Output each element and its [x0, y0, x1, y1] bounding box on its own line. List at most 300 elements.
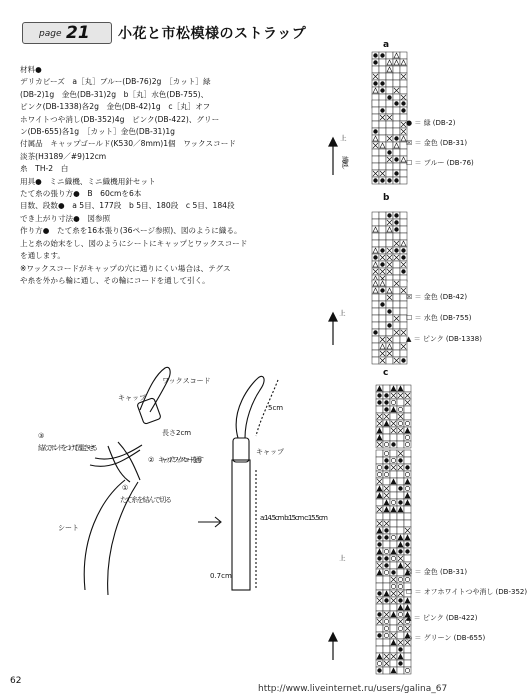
chart-cell — [372, 219, 379, 226]
cord-loop-assembled — [236, 376, 264, 438]
text-line: 材料● — [20, 65, 42, 74]
chart-cell — [390, 513, 397, 520]
chart-cell — [379, 226, 386, 233]
text-line: 作り方● たて糸を16本張り(36ページ参照)、図のように織る。 — [20, 226, 242, 236]
cell-dot-mark — [394, 213, 398, 217]
chart-cell — [376, 457, 383, 464]
cell-dot-mark — [394, 136, 398, 140]
chart-cell — [383, 478, 390, 485]
chart-cell — [383, 434, 390, 441]
chart-cell — [379, 135, 386, 142]
chart-cell — [379, 163, 386, 170]
chart-cell — [379, 294, 386, 301]
chart-cell — [372, 357, 379, 364]
chart-cell — [393, 308, 400, 315]
chart-cell — [372, 212, 379, 219]
chart-cell — [400, 280, 407, 287]
cell-dot-mark — [398, 486, 402, 490]
cell-circle-mark — [384, 626, 388, 630]
label-step2: キャップにワックスコードを通す — [158, 456, 204, 464]
chart-cell — [372, 107, 379, 114]
chart-cell — [376, 576, 383, 583]
cord-loop — [140, 367, 170, 412]
cell-circle-mark — [398, 577, 402, 581]
chart-cell — [400, 177, 407, 184]
cell-circle-mark — [405, 442, 409, 446]
chart-a-label: a — [383, 40, 390, 50]
chart-cell — [390, 625, 397, 632]
chart-cell — [383, 576, 390, 583]
cell-dot-mark — [401, 101, 405, 105]
cell-circle-mark — [405, 486, 409, 490]
page-badge — [22, 22, 112, 44]
chart-cell — [376, 450, 383, 457]
cell-circle-mark — [405, 421, 409, 425]
chart-cell — [379, 322, 386, 329]
side-markers — [325, 100, 355, 670]
cell-dot-mark — [384, 458, 388, 462]
instructions-text — [20, 64, 320, 287]
chart-cell — [397, 478, 404, 485]
chart-cell — [383, 646, 390, 653]
chart-cell — [390, 471, 397, 478]
chart-cell — [404, 406, 411, 413]
chart-cell — [372, 156, 379, 163]
text-line: 目数、段数● a 5目、177段 b 5目、180段 c 5目、184段 — [20, 201, 235, 211]
cell-dot-mark — [377, 612, 381, 616]
chart-cell — [372, 66, 379, 73]
chart-cell — [390, 562, 397, 569]
chart-cell — [390, 527, 397, 534]
legend-text: ＝ 緑 (DB-2) — [414, 119, 456, 127]
chart-cell — [404, 506, 411, 513]
chart-cell — [386, 80, 393, 87]
chart-cell — [393, 80, 400, 87]
label-step1-num: ① — [122, 484, 129, 492]
cell-circle-mark — [391, 556, 395, 560]
cell-dot-mark — [380, 248, 384, 252]
chart-cell — [372, 350, 379, 357]
chart-cell — [376, 625, 383, 632]
cell-circle-mark — [405, 435, 409, 439]
chart-cell — [393, 343, 400, 350]
arrow-c-head — [329, 633, 337, 641]
chart-cell — [404, 450, 411, 457]
cell-dot-mark — [405, 549, 409, 553]
text-line: たて糸の張り方● B 60cmを6本 — [20, 189, 142, 199]
cell-circle-mark — [405, 472, 409, 476]
text-line: 付属品 キャップゴールド(K530／8mm)1個 ワックスコード — [20, 139, 236, 149]
chart-cell — [393, 268, 400, 275]
chart-cell — [386, 315, 393, 322]
chart-cell — [379, 149, 386, 156]
label-step3-num: ③ — [38, 432, 45, 440]
legend-text: ＝ 金色 (DB-31) — [414, 568, 468, 576]
chart-cell — [397, 492, 404, 499]
cell-dot-mark — [384, 400, 388, 404]
label-wax-cord: ワックスコード — [162, 377, 211, 385]
chart-cell — [397, 513, 404, 520]
cell-circle-mark — [391, 400, 395, 404]
legend-swatch-x-icon: ☒ — [406, 139, 413, 147]
chart-cell — [393, 322, 400, 329]
cell-dot-mark — [377, 556, 381, 560]
cell-dot-mark — [373, 60, 377, 64]
cell-dot-mark — [387, 178, 391, 182]
chart-cell — [372, 121, 379, 128]
cell-dot-mark — [380, 288, 384, 292]
strap-left-edge — [84, 480, 125, 590]
chart-cell — [386, 301, 393, 308]
text-line: 用具● ミニ織機、ミニ織機用針セット — [20, 176, 156, 186]
chart-cell — [386, 100, 393, 107]
cell-dot-mark — [394, 248, 398, 252]
cell-dot-mark — [373, 129, 377, 133]
chart-cell — [379, 315, 386, 322]
cell-dot-mark — [377, 400, 381, 404]
text-line: ピンク(DB-1338)各2g 金色(DB-42)1g c［丸］オフ — [20, 102, 211, 112]
legend-text: ＝ ピンク (DB-422) — [413, 614, 478, 622]
cell-dot-mark — [384, 528, 388, 532]
cell-circle-mark — [377, 472, 381, 476]
page-number-footer: 62 — [10, 676, 22, 686]
chart-cell — [404, 660, 411, 667]
cell-circle-mark — [384, 451, 388, 455]
chart-cell — [379, 59, 386, 66]
label-small: 0.7cm — [210, 572, 232, 580]
chart-cell — [400, 52, 407, 59]
legend-text: ＝ オフホワイトつや消し (DB-352) — [414, 588, 527, 596]
chart-cell — [372, 233, 379, 240]
chart-cell — [372, 163, 379, 170]
chart-cell — [390, 485, 397, 492]
cell-dot-mark — [380, 302, 384, 306]
chart-cell — [386, 87, 393, 94]
cell-dot-mark — [394, 171, 398, 175]
cell-dot-mark — [373, 330, 377, 334]
page-number: 21 — [66, 23, 90, 43]
chart-cell — [386, 240, 393, 247]
cell-dot-mark — [398, 458, 402, 462]
cell-dot-mark — [398, 549, 402, 553]
cell-circle-mark — [391, 535, 395, 539]
chart-cell — [404, 457, 411, 464]
legend-swatch-blank-icon: ☐ — [406, 159, 413, 167]
chart-c-label: c — [383, 368, 389, 378]
cell-dot-mark — [377, 668, 381, 672]
cell-dot-mark — [405, 465, 409, 469]
chart-cell — [372, 308, 379, 315]
chart-cell — [386, 233, 393, 240]
text-line: (DB-2)1g 金色(DB-31)2g b［丸］水色(DB-755)、 — [20, 89, 209, 99]
cell-dot-mark — [384, 407, 388, 411]
chart-cell — [400, 87, 407, 94]
chart-cell — [404, 520, 411, 527]
chart-cell — [372, 100, 379, 107]
cell-circle-mark — [398, 421, 402, 425]
cell-dot-mark — [373, 53, 377, 57]
cell-dot-mark — [394, 178, 398, 182]
chart-cell — [383, 667, 390, 674]
label-length: 長さ2cm — [162, 429, 192, 437]
chart-cell — [386, 142, 393, 149]
chart-cell — [400, 80, 407, 87]
text-line: 上と糸の始末をし、図のようにシートにキャップとワックスコード — [20, 238, 248, 248]
chart-cell — [386, 107, 393, 114]
chart-cell — [379, 219, 386, 226]
cell-circle-mark — [391, 458, 395, 462]
cell-circle-mark — [384, 570, 388, 574]
text-line: でき上がり寸法● 図参照 — [20, 213, 111, 223]
chart-cell — [393, 114, 400, 121]
chart-cell — [386, 128, 393, 135]
cell-circle-mark — [377, 661, 381, 665]
chart-cell — [400, 233, 407, 240]
side-top-c: 上 — [339, 554, 346, 562]
cell-dot-mark — [384, 598, 388, 602]
cell-circle-mark — [384, 549, 388, 553]
cell-dot-mark — [401, 269, 405, 273]
chart-cell — [379, 156, 386, 163]
strap-illustration — [20, 350, 340, 600]
chart-cell — [372, 294, 379, 301]
chart-cell — [383, 513, 390, 520]
chart-cell — [393, 287, 400, 294]
chart-cell — [404, 513, 411, 520]
chart-cell — [404, 653, 411, 660]
chart-cell — [379, 100, 386, 107]
chart-cell — [397, 667, 404, 674]
watermark-url: http://www.liveinternet.ru/users/galina_67 — [258, 684, 448, 694]
chart-cell — [393, 301, 400, 308]
chart-cell — [390, 450, 397, 457]
cell-dot-mark — [377, 393, 381, 397]
legend-swatch-blank-icon: ☐ — [406, 588, 413, 596]
text-line: ホワイトつや消し(DB-352)4g ピンク(DB-422)、グリー — [20, 114, 220, 124]
chart-cell — [376, 639, 383, 646]
chart-cell — [379, 73, 386, 80]
cell-dot-mark — [394, 227, 398, 231]
label-dims: a:14.5cm b:15cm c:15.5cm — [260, 514, 328, 522]
text-line: 淡茶(H3189／#9)12cm — [20, 151, 107, 161]
cell-dot-mark — [398, 661, 402, 665]
chart-cell — [383, 385, 390, 392]
chart-cell — [400, 212, 407, 219]
chart-cell — [379, 212, 386, 219]
legend-swatch-tri-icon: ▲ — [406, 335, 412, 343]
cell-dot-mark — [384, 556, 388, 560]
cell-dot-mark — [380, 88, 384, 92]
chart-cell — [386, 73, 393, 80]
chart-cell — [372, 343, 379, 350]
side-repeat-a: 繰り返し — [341, 156, 349, 170]
label-sheet: シート — [58, 524, 79, 532]
cell-circle-mark — [384, 619, 388, 623]
chart-cell — [390, 604, 397, 611]
legend-swatch-x-icon: ☒ — [406, 293, 413, 301]
cell-circle-mark — [391, 584, 395, 588]
cell-dot-mark — [380, 262, 384, 266]
assembled-strap — [232, 460, 250, 590]
cap-on-strap — [233, 438, 249, 462]
chart-cell — [400, 66, 407, 73]
chart-cell — [400, 219, 407, 226]
chart-cell — [372, 315, 379, 322]
chart-cell — [376, 406, 383, 413]
cell-dot-mark — [394, 157, 398, 161]
legend-a — [406, 118, 474, 178]
cell-dot-mark — [398, 598, 402, 602]
chart-cell — [400, 226, 407, 233]
chart-cell — [393, 66, 400, 73]
cell-dot-mark — [405, 542, 409, 546]
label-step1: たて糸を結んで切る — [120, 496, 172, 504]
chart-cell — [390, 434, 397, 441]
chart-cell — [390, 660, 397, 667]
chart-cell — [393, 73, 400, 80]
cell-dot-mark — [377, 591, 381, 595]
cell-dot-mark — [380, 81, 384, 85]
cell-dot-mark — [394, 220, 398, 224]
chart-cell — [404, 385, 411, 392]
cell-circle-mark — [391, 500, 395, 504]
chart-cell — [379, 240, 386, 247]
chart-b-label: b — [383, 193, 390, 203]
cell-dot-mark — [373, 178, 377, 182]
chart-cell — [397, 520, 404, 527]
legend-text: ＝ ブルー (DB-76) — [414, 159, 474, 167]
chart-cell — [383, 583, 390, 590]
chart-cell — [372, 301, 379, 308]
cell-circle-mark — [384, 442, 388, 446]
chart-cell — [379, 121, 386, 128]
chart-cell — [386, 329, 393, 336]
arrow-b-head — [329, 313, 337, 321]
chart-cell — [404, 555, 411, 562]
cell-dot-mark — [394, 101, 398, 105]
side-top-a: 上 — [340, 134, 347, 142]
legend-c — [406, 567, 527, 653]
cell-circle-mark — [398, 407, 402, 411]
cell-dot-mark — [373, 255, 377, 259]
chart-cell — [393, 107, 400, 114]
chart-cell — [379, 233, 386, 240]
chart-cell — [376, 499, 383, 506]
chart-cell — [390, 520, 397, 527]
chart-cell — [390, 646, 397, 653]
chart-cell — [390, 492, 397, 499]
text-line: を通します。 — [20, 251, 65, 261]
chart-cell — [386, 121, 393, 128]
cell-dot-mark — [401, 108, 405, 112]
chart-cell — [393, 350, 400, 357]
label-5cm: 5cm — [268, 404, 284, 412]
cell-dot-mark — [384, 465, 388, 469]
chart-cell — [386, 163, 393, 170]
cell-dot-mark — [401, 358, 405, 362]
chart-cell — [393, 233, 400, 240]
chart-cell — [372, 322, 379, 329]
cell-circle-mark — [384, 633, 388, 637]
legend-swatch-tri-icon: ▲ — [406, 614, 412, 622]
chart-cell — [386, 280, 393, 287]
chart-cell — [379, 308, 386, 315]
legend-text: ＝ 金色 (DB-42) — [414, 293, 468, 301]
text-line: ※ワックスコードがキャップの穴に通りにくい場合は、テグス — [20, 263, 231, 273]
label-step3: 結んでボンドをつけて固定させる — [38, 444, 98, 452]
chart-cell — [393, 128, 400, 135]
legend-swatch-x-icon: ☒ — [406, 568, 413, 576]
legend-text: ＝ ピンク (DB-1338) — [413, 335, 482, 343]
chart-cell — [372, 149, 379, 156]
label-cap-2: キャップ — [256, 448, 284, 456]
cell-dot-mark — [380, 108, 384, 112]
chart-cell — [393, 261, 400, 268]
page-word: page — [39, 29, 62, 39]
chart-cell — [383, 541, 390, 548]
cell-dot-mark — [377, 633, 381, 637]
chart-cell — [383, 427, 390, 434]
legend-swatch-blank-icon: ☐ — [406, 314, 413, 322]
cell-dot-mark — [384, 535, 388, 539]
cell-dot-mark — [391, 570, 395, 574]
cell-dot-mark — [387, 95, 391, 99]
legend-swatch-dot-icon: ● — [406, 119, 413, 127]
chart-cell — [379, 329, 386, 336]
label-step2-num: ② — [148, 456, 155, 464]
page-title: 小花と市松模様のストラップ — [118, 26, 307, 42]
chart-cell — [393, 121, 400, 128]
arrow-a-head — [329, 138, 337, 146]
text-line: 糸 TH-2 白 — [20, 164, 69, 174]
cell-dot-mark — [387, 323, 391, 327]
legend-text: ＝ 金色 (DB-31) — [414, 139, 468, 147]
cell-circle-mark — [377, 465, 381, 469]
chart-cell — [397, 399, 404, 406]
cell-dot-mark — [398, 500, 402, 504]
chart-cell — [397, 471, 404, 478]
chart-cell — [397, 632, 404, 639]
legend-b — [406, 292, 482, 355]
page-header — [22, 22, 362, 44]
cell-dot-mark — [384, 393, 388, 397]
chart-cell — [383, 604, 390, 611]
cell-dot-mark — [401, 248, 405, 252]
chart-cell — [390, 541, 397, 548]
chart-cell — [397, 441, 404, 448]
chart-cell — [372, 240, 379, 247]
chart-cell — [393, 163, 400, 170]
chart-cell — [390, 413, 397, 420]
cell-dot-mark — [380, 178, 384, 182]
chart-cell — [397, 569, 404, 576]
cell-dot-mark — [398, 647, 402, 651]
chart-cell — [379, 66, 386, 73]
cell-dot-mark — [387, 213, 391, 217]
chart-cell — [376, 604, 383, 611]
chart-cell — [393, 294, 400, 301]
chart-cell — [393, 336, 400, 343]
cell-circle-mark — [384, 472, 388, 476]
chart-cell — [386, 170, 393, 177]
chart-cell — [397, 527, 404, 534]
cell-dot-mark — [387, 309, 391, 313]
chart-cell — [386, 52, 393, 59]
text-line: ン(DB-655)各1g ［カット］金色(DB-31)1g — [20, 127, 175, 137]
cell-circle-mark — [398, 626, 402, 630]
cell-dot-mark — [377, 542, 381, 546]
cell-dot-mark — [401, 255, 405, 259]
